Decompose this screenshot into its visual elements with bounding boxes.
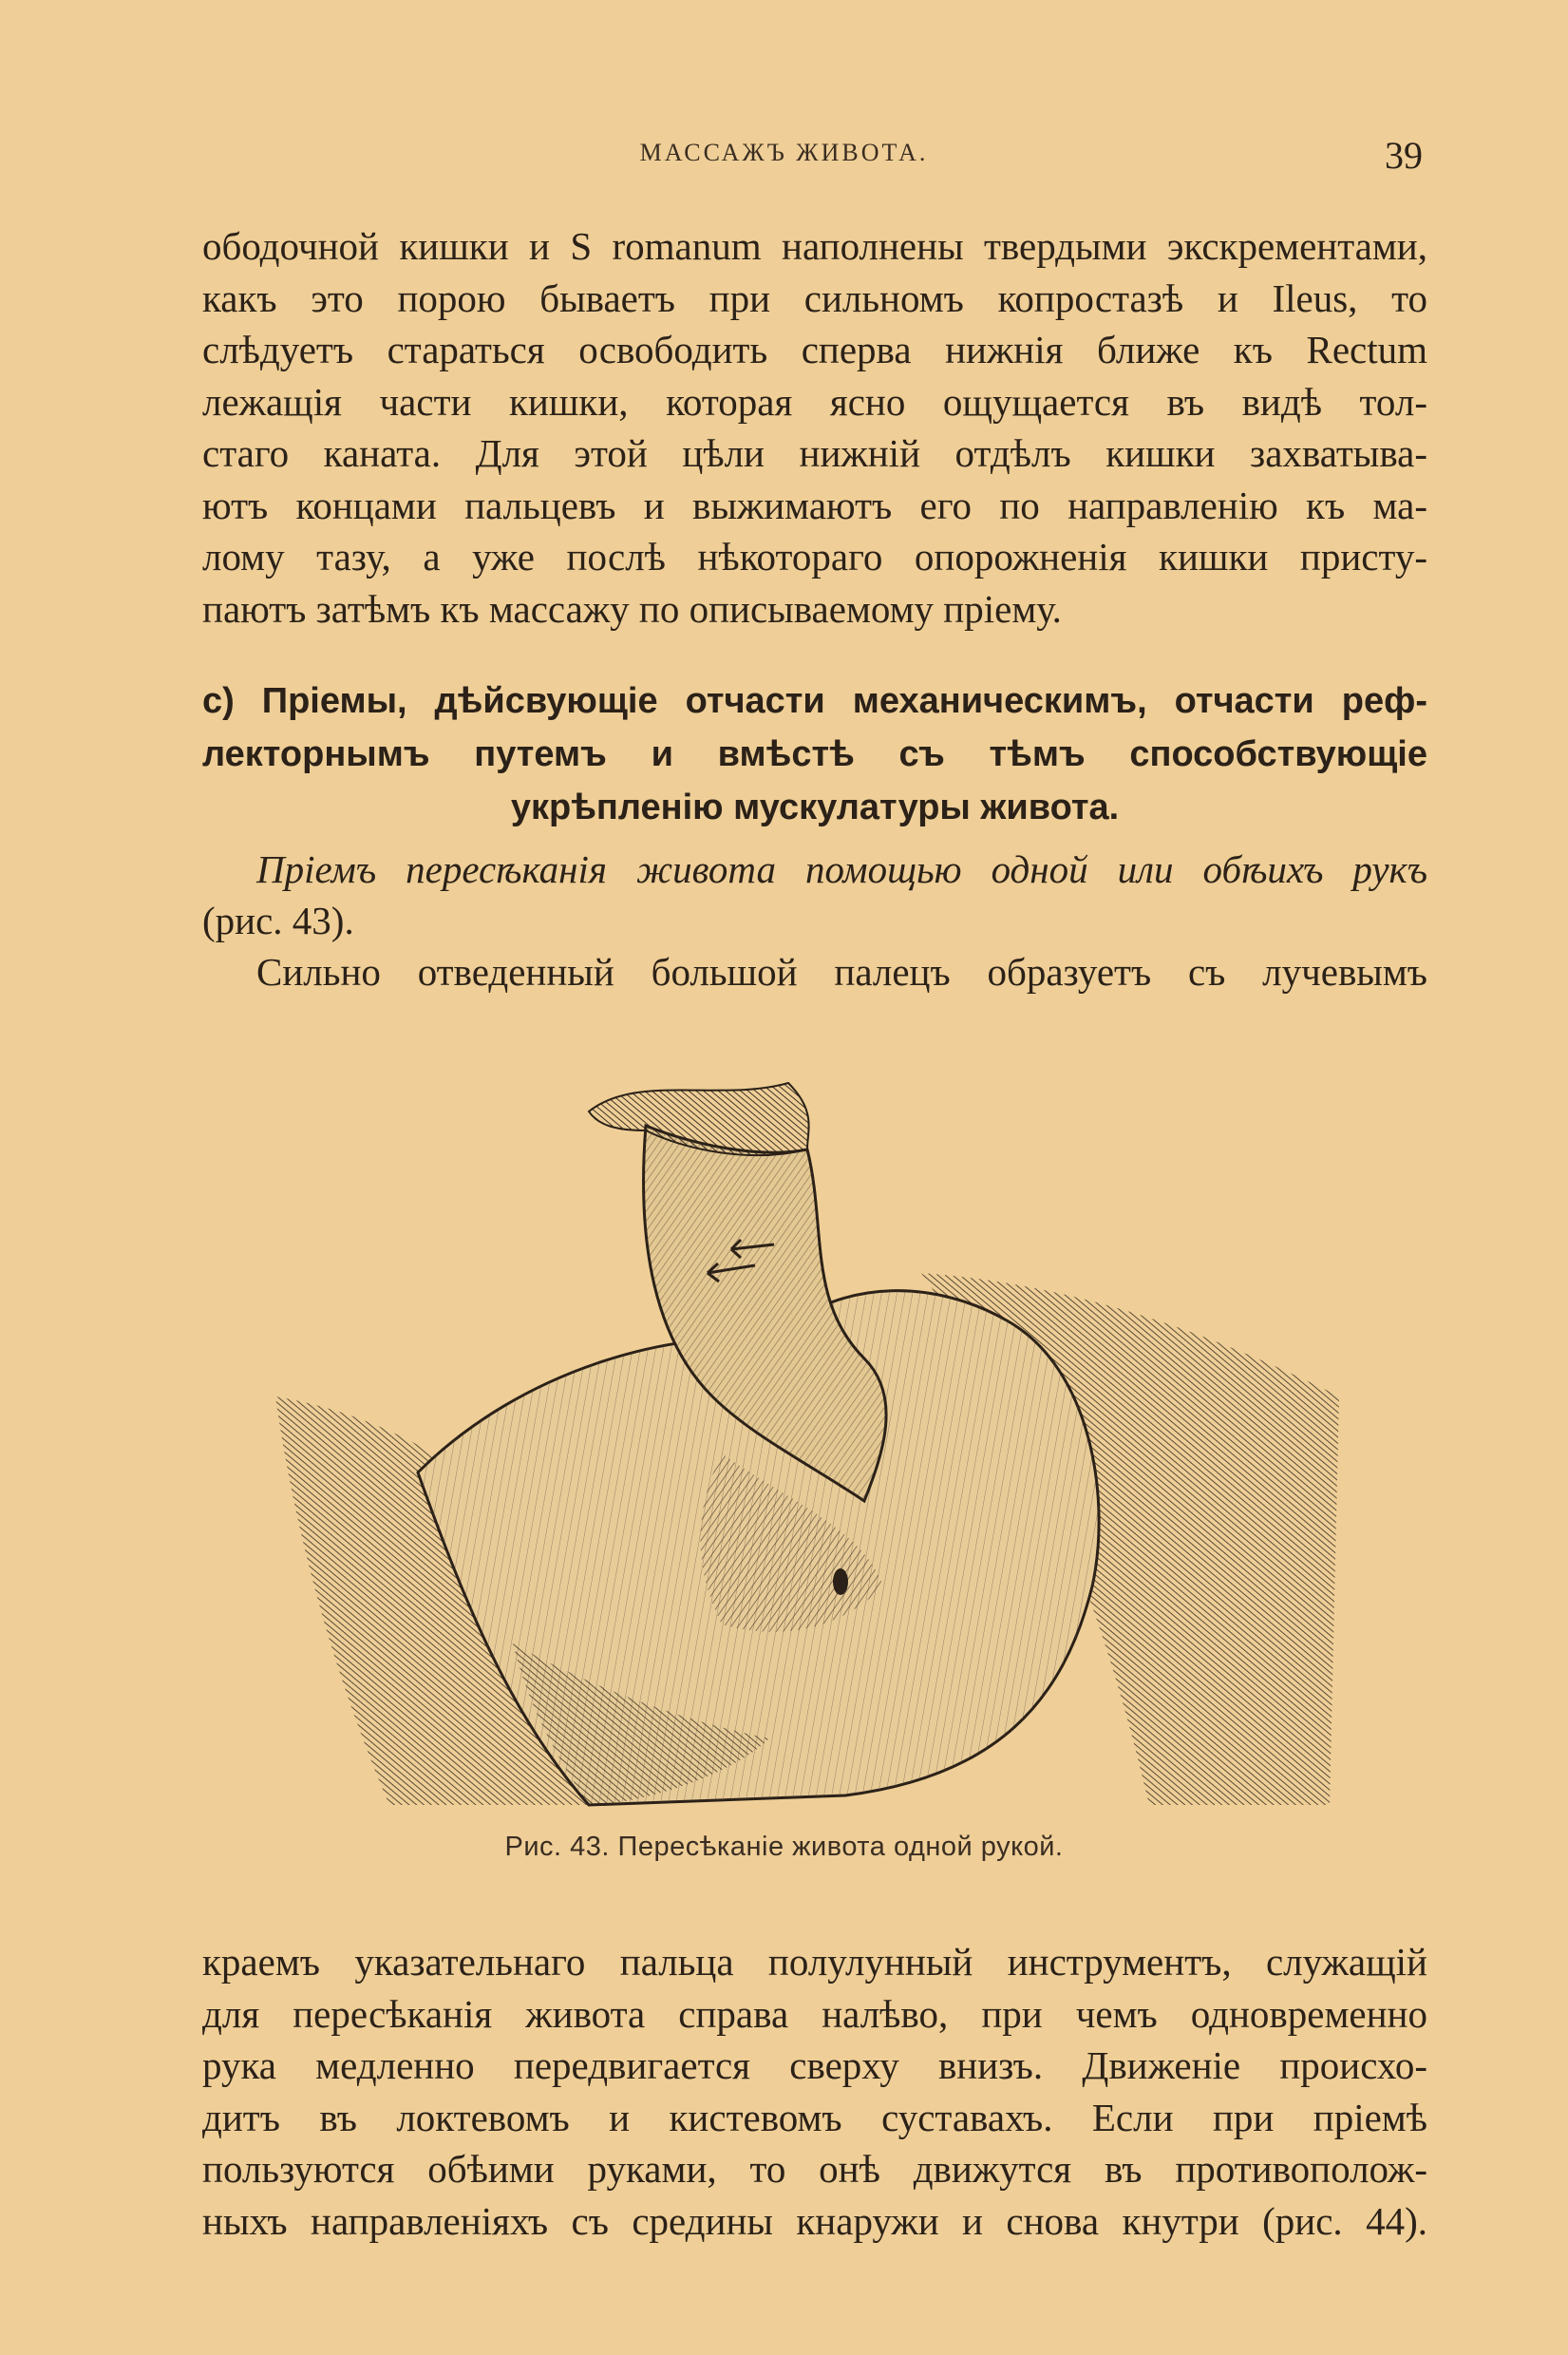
figure-engraving bbox=[275, 1054, 1349, 1814]
paragraph-line: ютъ концами пальцевъ и выжимаютъ его по направленію къ ма- bbox=[202, 483, 1427, 527]
paragraph-line: для пересѣканія живота справа налѣво, при чемъ одновременно bbox=[202, 1991, 1427, 2036]
paragraph-line: рука медленно передвигается сверху внизъ. Движеніе происхо- bbox=[202, 2043, 1427, 2087]
figure-caption: Рис. 43. Пересѣканіе живота одной рукой. bbox=[504, 1832, 1064, 1862]
paragraph-1 bbox=[202, 220, 1427, 635]
paragraph-line: ободочной кишки и S romanum наполнены твердыми экскрементами, bbox=[202, 224, 1427, 268]
technique-title bbox=[202, 844, 1427, 946]
paragraph-line: паютъ затѣмъ къ массажу по описываемому пріему. bbox=[202, 586, 1062, 631]
paragraph-line: ныхъ направленіяхъ съ средины кнаружи и снова кнутри (рис. 44). bbox=[202, 2198, 1427, 2243]
heading-line: c) Пріемы, дѣйсвующіе отчасти механическимъ, отчасти реф- bbox=[202, 681, 1427, 721]
running-head: МАССАЖЪ ЖИВОТА. bbox=[639, 139, 929, 166]
paragraph-line: краемъ указательнаго пальца полулунный инструментъ, служащій bbox=[202, 1940, 1427, 1984]
technique-title-italic: Пріемъ пересѣканія живота помощью одной или обѣихъ рукъ bbox=[256, 847, 1427, 891]
paragraph-line: лому тазу, а уже послѣ нѣкотораго опорожненія кишки присту- bbox=[202, 535, 1427, 579]
paragraph-line: Сильно отведенный большой палецъ образуетъ съ лучевымъ bbox=[256, 950, 1427, 994]
paragraph-line: слѣдуетъ стараться освободить сперва нижнія ближе къ Rectum bbox=[202, 328, 1427, 371]
heading-line: укрѣпленію мускулатуры живота. bbox=[510, 788, 1120, 827]
paragraph-line: какъ это порою бываетъ при сильномъ копростазѣ и Ileus, то bbox=[202, 275, 1427, 320]
paragraph-line: лежащія части кишки, которая ясно ощущается въ видѣ тол- bbox=[202, 379, 1427, 424]
paragraph-line: пользуются обѣими руками, то онѣ движутся въ противополож- bbox=[202, 2147, 1427, 2191]
paragraph-2 bbox=[202, 946, 1427, 998]
heading-line: лекторнымъ путемъ и вмѣстѣ съ тѣмъ способствующіе bbox=[202, 734, 1427, 774]
technique-title-ref: (рис. 43). bbox=[202, 899, 354, 942]
paragraph-3 bbox=[202, 1936, 1427, 2247]
section-heading bbox=[202, 674, 1427, 834]
paragraph-line: стаго каната. Для этой цѣли нижній отдѣлъ кишки захватыва- bbox=[202, 431, 1427, 475]
paragraph-line: дитъ въ локтевомъ и кистевомъ суставахъ. Если при пріемѣ bbox=[202, 2095, 1427, 2139]
page-number: 39 bbox=[1385, 134, 1423, 177]
